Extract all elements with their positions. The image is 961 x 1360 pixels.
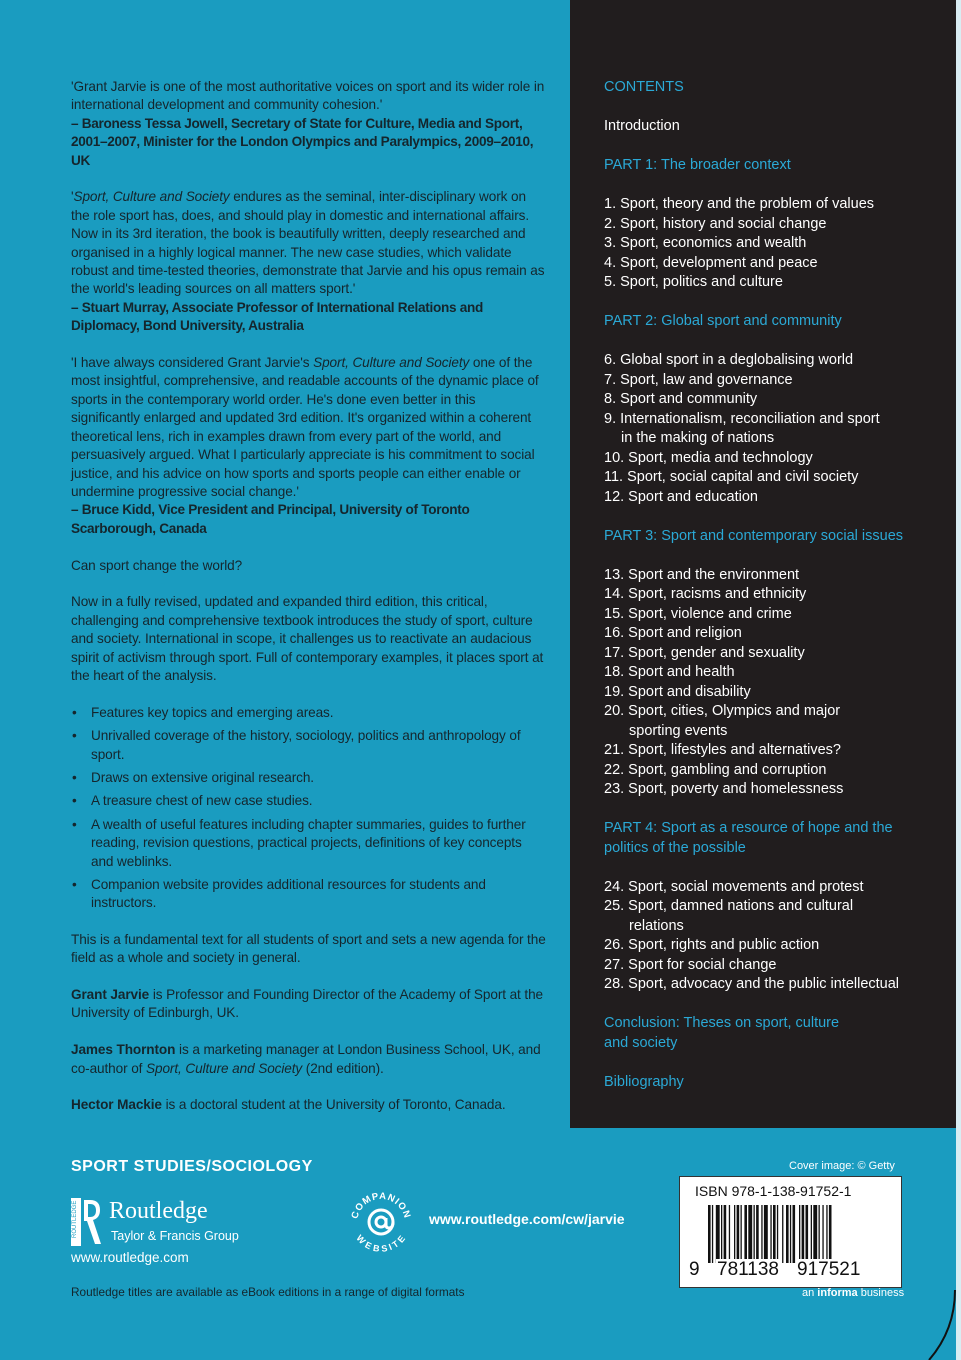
toc-chapter: 17. Sport, gender and sexuality [604, 644, 805, 661]
toc-part-4-line-1: PART 4: Sport as a resource of hope and the [604, 820, 893, 836]
list-item: • Draws on extensive original research. [91, 769, 546, 787]
routledge-r-icon [71, 1198, 101, 1246]
informa-brand: informa [817, 1287, 858, 1299]
quote-3 [71, 354, 546, 538]
quote-2-text: endures as the seminal, inter-disciplinary work on the role sport has, does, and should play in domestic and international affairs. Now in its 3rd iteration, the book is beautifully written, deeply researched and organised in a highly logical manner. The new case studies, which validate robust and time-tested theories, demonstrate that Jarvie and his opus remain as the world's leading sources on all matters sport.' [71, 189, 545, 297]
toc-chapter: 1. Sport, theory and the problem of values [604, 196, 875, 212]
quote-3-text: one of the most insightful, comprehensive, and readable accounts of the dynamic place of sports in the contemporary world order. He's done even better in this significantly enlarged and updated 3rd edition. It's organized within a coherent theoretical lens, rich in examples drawn from every part of the world, and persuasively argued. What I particularly appreciate is his commitment to social justice, and his advice on how sports and sports people can either enable or undermine progressive social change.' [71, 355, 539, 499]
toc-part-2: PART 2: Global sport and community [604, 313, 842, 329]
companion-badge-bottom-text: WEBSITE [354, 1232, 408, 1254]
toc-chapter: 25. Sport, damned nations and cultural [604, 898, 854, 914]
author-name: Grant Jarvie [71, 987, 150, 1002]
publisher-url[interactable]: www.routledge.com [71, 1250, 189, 1265]
author-bio-1 [71, 986, 546, 1023]
toc-chapter: 20. Sport, cities, Olympics and major [604, 703, 841, 719]
author-bio-tail: (2nd edition). [302, 1060, 384, 1076]
svg-text:WEBSITE [354, 1233, 407, 1254]
toc-chapter: 24. Sport, social movements and protest [604, 878, 864, 895]
toc-conclusion-line-1: Conclusion: Theses on sport, culture [604, 1015, 840, 1031]
author-name: Hector Mackie [71, 1097, 162, 1113]
informa-note [802, 1287, 904, 1299]
list-item: • Unrivalled coverage of the history, sociology, politics and anthropology of sport. [91, 727, 546, 764]
isbn-barcode [679, 1176, 902, 1288]
barcode-digit-1: 9 [689, 1259, 700, 1280]
toc-part-3: PART 3: Sport and contemporary social issues [604, 527, 904, 544]
contents-heading: CONTENTS [604, 79, 684, 95]
author-bio: is Professor and Founding Director of the Academy of Sport at the University of Edinburgh, UK. [71, 987, 544, 1021]
toc-chapter: 3. Sport, economics and wealth [604, 235, 807, 251]
author-bio-2 [71, 1041, 546, 1078]
quote-2 [71, 188, 546, 335]
author-book-title: Sport, Culture and Society [146, 1060, 303, 1076]
quote-1-text: 'Grant Jarvie is one of the most authoritative voices on sport and its wider role in international development and community cohesion.' [71, 79, 545, 113]
toc-chapter-continued: sporting events [629, 722, 728, 739]
quote-1 [71, 78, 546, 170]
toc-chapter: 8. Sport and community [604, 391, 758, 407]
quote-2-lead: ' [71, 189, 74, 205]
toc-chapter: 15. Sport, violence and crime [604, 605, 792, 622]
companion-url[interactable]: www.routledge.com/cw/jarvie [429, 1211, 625, 1227]
question: Can sport change the world? [71, 557, 243, 573]
toc-chapter: 26. Sport, rights and public action [604, 937, 820, 953]
table-of-contents [604, 78, 944, 1112]
toc-chapter: 23. Sport, poverty and homelessness [604, 781, 844, 797]
toc-part-3-chapters [604, 566, 944, 800]
corner-decoration [925, 1290, 957, 1360]
toc-part-2-chapters [604, 351, 944, 507]
author-bio: is a marketing manager at London Business School, UK, and co-author of [71, 1042, 541, 1076]
back-cover-text [71, 78, 546, 1133]
toc-chapter: 13. Sport and the environment [604, 566, 800, 583]
cover-edge [956, 0, 961, 1360]
list-item: • Companion website provides additional resources for students and instructors. [91, 876, 546, 913]
svg-text:ROUTLEDGE: ROUTLEDGE [72, 1200, 78, 1238]
toc-introduction: Introduction [604, 118, 680, 134]
author-bio: is a doctoral student at the University of Toronto, Canada. [161, 1097, 506, 1113]
at-sign-icon [369, 1210, 393, 1234]
author-name: James Thornton [71, 1042, 176, 1058]
ebook-note: Routledge titles are available as eBook editions in a range of digital formats [71, 1285, 465, 1299]
toc-chapter: 9. Internationalism, reconciliation and sport [604, 410, 880, 427]
features-list [71, 704, 546, 913]
toc-chapter: 18. Sport and health [604, 664, 735, 680]
quote-3-book-title: Sport, Culture and Society [313, 355, 470, 371]
toc-chapter-continued: relations [629, 917, 684, 934]
quote-1-attribution: – Baroness Tessa Jowell, Secretary of State for Culture, Media and Sport, 2001–2007, Minister for the London Olympics and Paralympics, 2009–2010, UK [71, 115, 534, 168]
toc-chapter: 28. Sport, advocacy and the public intellectual [604, 976, 900, 992]
toc-chapter: 14. Sport, racisms and ethnicity [604, 586, 807, 602]
toc-chapter: 6. Global sport in a deglobalising world [604, 352, 854, 368]
barcode-digits-2: 781138 [717, 1259, 779, 1280]
publisher-name: Routledge [109, 1198, 208, 1224]
quote-3-lead: 'I have always considered Grant Jarvie's [71, 355, 314, 371]
list-item: • A treasure chest of new case studies. [91, 792, 546, 810]
toc-chapter-continued: in the making of nations [621, 430, 775, 446]
series-label: SPORT STUDIES/SOCIOLOGY [71, 1158, 313, 1175]
toc-chapter: 5. Sport, politics and culture [604, 274, 783, 290]
informa-pre: an [802, 1287, 818, 1299]
quote-2-attribution: – Stuart Murray, Associate Professor of International Relations and Diplomacy, Bond University, Australia [71, 299, 483, 334]
toc-chapter: 21. Sport, lifestyles and alternatives? [604, 742, 841, 758]
intro-paragraph: Now in a fully revised, updated and expanded third edition, this critical, challenging and comprehensive textbook introduces the study of sport, culture and society. International in scope, it challenges us to reactivate an audacious spirit of activism through sport. Full of contemporary examples, it places sport at the heart of the analysis. [71, 594, 544, 683]
isbn-number: ISBN 978-1-138-91752-1 [695, 1183, 852, 1199]
toc-chapter: 27. Sport for social change [604, 956, 777, 973]
toc-chapter: 19. Sport and disability [604, 683, 751, 700]
quote-2-book-title: Sport, Culture and Society [73, 189, 230, 205]
list-item: • A wealth of useful features including chapter summaries, guides to further reading, revision questions, practical projects, definitions of key concepts and weblinks. [91, 816, 546, 871]
toc-conclusion [604, 1014, 944, 1053]
informa-post: business [857, 1287, 905, 1299]
toc-part-4-chapters [604, 878, 944, 995]
toc-chapter: 10. Sport, media and technology [604, 449, 813, 466]
toc-part-4-line-2: politics of the possible [604, 839, 746, 856]
toc-chapter: 11. Sport, social capital and civil society [604, 469, 859, 485]
toc-chapter: 7. Sport, law and governance [604, 371, 793, 388]
toc-chapter: 2. Sport, history and social change [604, 215, 827, 232]
companion-website-badge [345, 1185, 417, 1257]
toc-chapter: 12. Sport and education [604, 488, 758, 505]
toc-part-4 [604, 819, 944, 858]
list-item: • Features key topics and emerging areas. [91, 704, 546, 722]
contents-panel [570, 0, 956, 1128]
toc-chapter: 16. Sport and religion [604, 625, 742, 641]
companion-badge-top-text: COMPANION [349, 1190, 413, 1221]
quote-3-attribution: – Bruce Kidd, Vice President and Principal, University of Toronto Scarborough, Canada [71, 502, 470, 536]
toc-conclusion-line-2: and society [604, 1034, 678, 1051]
toc-chapter: 4. Sport, development and peace [604, 254, 818, 271]
barcode-digits-3: 917521 [797, 1259, 861, 1280]
publisher-group: Taylor & Francis Group [111, 1229, 239, 1243]
author-bio-3 [71, 1096, 546, 1114]
closing-paragraph: This is a fundamental text for all students of sport and sets a new agenda for the field as a whole and society in general. [71, 931, 546, 966]
barcode-icon [708, 1205, 876, 1263]
cover-credit: Cover image: © Getty [789, 1160, 895, 1172]
toc-part-1: PART 1: The broader context [604, 157, 791, 173]
toc-part-1-chapters [604, 195, 944, 293]
toc-bibliography: Bibliography [604, 1073, 684, 1090]
toc-chapter: 22. Sport, gambling and corruption [604, 761, 827, 778]
